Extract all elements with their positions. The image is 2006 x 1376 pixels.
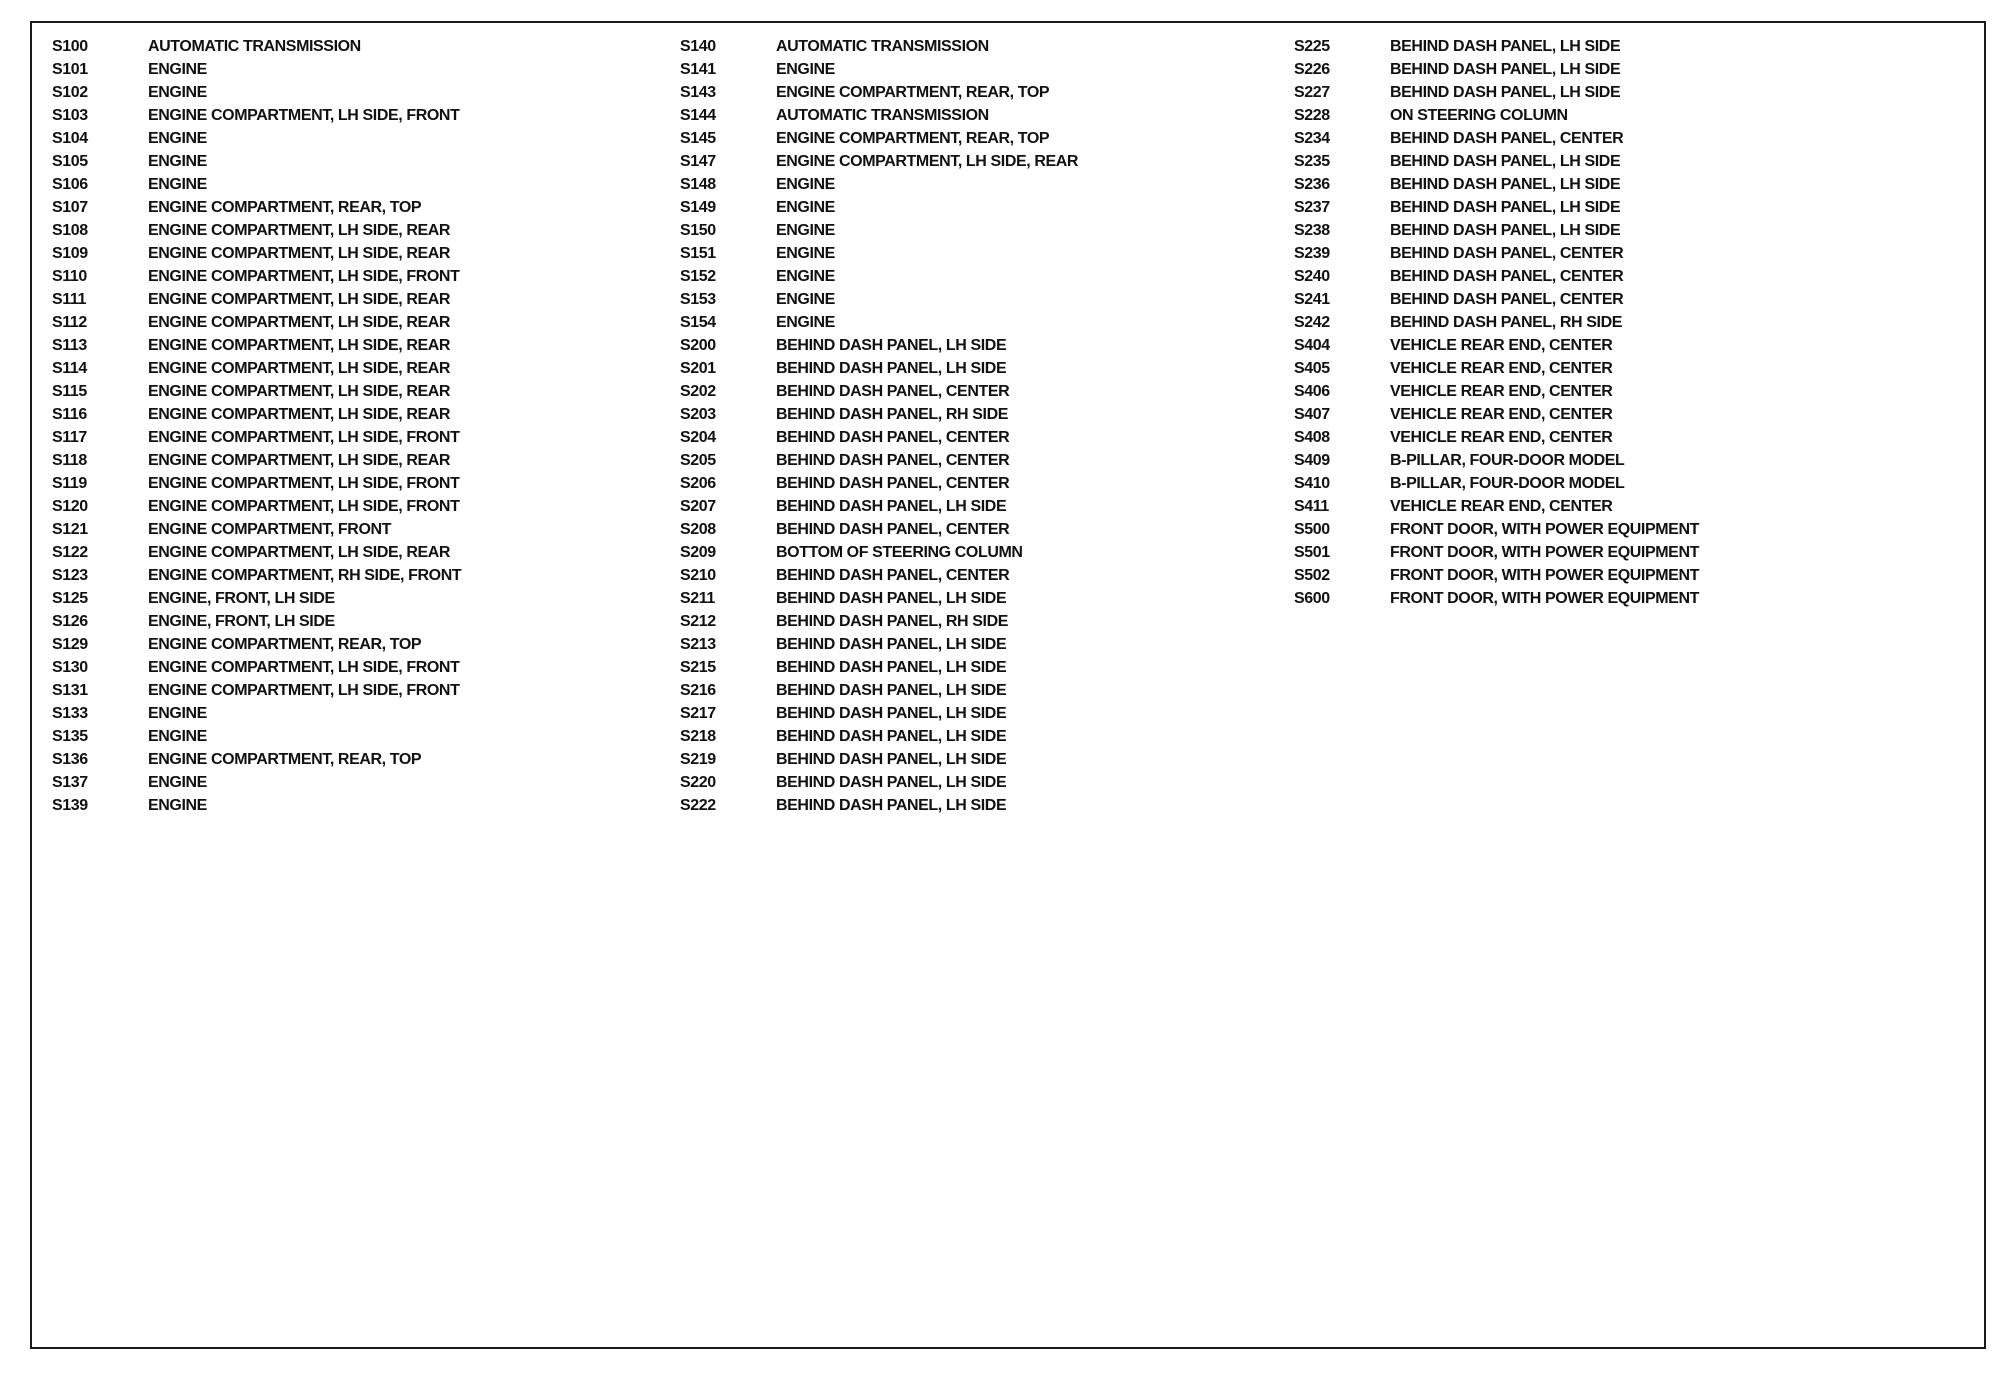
splice-code: S105 — [52, 153, 88, 170]
splice-code: S144 — [680, 107, 716, 124]
table-row — [52, 173, 461, 196]
splice-code: S240 — [1294, 268, 1330, 285]
table-row — [52, 127, 461, 150]
splice-code: S133 — [52, 705, 88, 722]
splice-location: ENGINE — [148, 705, 207, 722]
splice-code: S228 — [1294, 107, 1330, 124]
splice-location: ENGINE COMPARTMENT, REAR, TOP — [776, 84, 1050, 101]
splice-location: BEHIND DASH PANEL, LH SIDE — [776, 360, 1007, 377]
splice-code: S135 — [52, 728, 88, 745]
splice-location: B-PILLAR, FOUR-DOOR MODEL — [1390, 452, 1625, 469]
splice-code: S113 — [52, 337, 87, 354]
splice-code: S203 — [680, 406, 716, 423]
splice-location: BEHIND DASH PANEL, CENTER — [1390, 268, 1624, 285]
table-row — [52, 265, 461, 288]
table-row — [1294, 242, 1699, 265]
table-row — [52, 449, 461, 472]
splice-code: S125 — [52, 590, 88, 607]
splice-code: S204 — [680, 429, 716, 446]
splice-location: BEHIND DASH PANEL, LH SIDE — [776, 774, 1007, 791]
table-row — [680, 725, 1078, 748]
splice-location: FRONT DOOR, WITH POWER EQUIPMENT — [1390, 521, 1699, 538]
table-row — [52, 58, 461, 81]
splice-location: AUTOMATIC TRANSMISSION — [148, 38, 361, 55]
splice-location: BEHIND DASH PANEL, RH SIDE — [1390, 314, 1622, 331]
splice-location: BEHIND DASH PANEL, LH SIDE — [776, 337, 1007, 354]
table-row — [680, 702, 1078, 725]
table-row — [52, 334, 461, 357]
splice-location: VEHICLE REAR END, CENTER — [1390, 383, 1613, 400]
table-row — [680, 610, 1078, 633]
splice-code: S108 — [52, 222, 88, 239]
table-row — [680, 357, 1078, 380]
splice-location: BEHIND DASH PANEL, CENTER — [776, 452, 1010, 469]
splice-code: S118 — [52, 452, 87, 469]
table-row — [52, 219, 461, 242]
splice-location: BEHIND DASH PANEL, LH SIDE — [1390, 153, 1621, 170]
splice-location: FRONT DOOR, WITH POWER EQUIPMENT — [1390, 544, 1699, 561]
splice-code: S227 — [1294, 84, 1330, 101]
splice-location: ENGINE COMPARTMENT, LH SIDE, FRONT — [148, 107, 460, 124]
splice-location: BEHIND DASH PANEL, LH SIDE — [1390, 38, 1621, 55]
table-row — [680, 472, 1078, 495]
splice-code: S104 — [52, 130, 88, 147]
splice-location: ENGINE — [148, 176, 207, 193]
table-row — [1294, 173, 1699, 196]
table-row — [680, 311, 1078, 334]
table-row — [680, 495, 1078, 518]
splice-code: S114 — [52, 360, 87, 377]
table-row — [52, 150, 461, 173]
table-row — [680, 633, 1078, 656]
table-row — [52, 610, 461, 633]
splice-location: BEHIND DASH PANEL, LH SIDE — [776, 728, 1007, 745]
splice-location: BEHIND DASH PANEL, CENTER — [1390, 245, 1624, 262]
table-row — [680, 794, 1078, 817]
splice-code: S408 — [1294, 429, 1330, 446]
table-row — [52, 311, 461, 334]
table-row — [52, 748, 461, 771]
table-row — [52, 725, 461, 748]
table-row — [1294, 81, 1699, 104]
splice-code: S238 — [1294, 222, 1330, 239]
splice-location: BEHIND DASH PANEL, CENTER — [1390, 291, 1624, 308]
splice-location: BEHIND DASH PANEL, LH SIDE — [1390, 84, 1621, 101]
splice-location: ENGINE COMPARTMENT, LH SIDE, REAR — [148, 383, 451, 400]
splice-code: S219 — [680, 751, 716, 768]
splice-location: VEHICLE REAR END, CENTER — [1390, 360, 1613, 377]
table-row — [52, 794, 461, 817]
table-row — [52, 81, 461, 104]
splice-location: ENGINE — [776, 291, 835, 308]
table-row — [680, 242, 1078, 265]
table-row — [1294, 472, 1699, 495]
splice-location: BEHIND DASH PANEL, LH SIDE — [776, 659, 1007, 676]
splice-location: VEHICLE REAR END, CENTER — [1390, 498, 1613, 515]
splice-location: BEHIND DASH PANEL, LH SIDE — [776, 498, 1007, 515]
splice-code: S237 — [1294, 199, 1330, 216]
splice-code: S103 — [52, 107, 88, 124]
splice-code: S141 — [680, 61, 716, 78]
table-row — [680, 58, 1078, 81]
splice-code: S116 — [52, 406, 87, 423]
splice-code: S216 — [680, 682, 716, 699]
splice-location: ENGINE COMPARTMENT, LH SIDE, REAR — [776, 153, 1079, 170]
splice-code: S148 — [680, 176, 716, 193]
splice-location: ENGINE — [776, 314, 835, 331]
splice-code: S201 — [680, 360, 716, 377]
splice-location: ENGINE COMPARTMENT, LH SIDE, REAR — [148, 222, 451, 239]
splice-location: AUTOMATIC TRANSMISSION — [776, 38, 989, 55]
splice-location: ENGINE COMPARTMENT, LH SIDE, REAR — [148, 337, 451, 354]
splice-code: S117 — [52, 429, 87, 446]
splice-location-table — [30, 21, 1986, 1349]
splice-code: S129 — [52, 636, 88, 653]
splice-location: ENGINE — [776, 268, 835, 285]
splice-location: ENGINE — [148, 728, 207, 745]
splice-code: S502 — [1294, 567, 1330, 584]
splice-code: S220 — [680, 774, 716, 791]
splice-location: ENGINE — [776, 176, 835, 193]
table-row — [680, 541, 1078, 564]
splice-code: S102 — [52, 84, 88, 101]
splice-location: AUTOMATIC TRANSMISSION — [776, 107, 989, 124]
splice-code: S234 — [1294, 130, 1330, 147]
splice-location: ENGINE — [148, 130, 207, 147]
table-row — [52, 771, 461, 794]
splice-code: S130 — [52, 659, 88, 676]
splice-location: ENGINE — [776, 61, 835, 78]
splice-code: S205 — [680, 452, 716, 469]
table-row — [52, 426, 461, 449]
splice-location: B-PILLAR, FOUR-DOOR MODEL — [1390, 475, 1625, 492]
splice-location: ENGINE COMPARTMENT, LH SIDE, FRONT — [148, 682, 460, 699]
splice-code: S225 — [1294, 38, 1330, 55]
splice-location: ENGINE COMPARTMENT, LH SIDE, REAR — [148, 544, 451, 561]
table-row — [680, 587, 1078, 610]
table-row — [1294, 403, 1699, 426]
splice-code: S404 — [1294, 337, 1330, 354]
table-row — [52, 587, 461, 610]
splice-location: BEHIND DASH PANEL, RH SIDE — [776, 406, 1008, 423]
splice-location: ENGINE COMPARTMENT, LH SIDE, REAR — [148, 314, 451, 331]
splice-location: VEHICLE REAR END, CENTER — [1390, 337, 1613, 354]
splice-code: S211 — [680, 590, 715, 607]
splice-code: S215 — [680, 659, 716, 676]
table-row — [680, 35, 1078, 58]
table-row — [680, 81, 1078, 104]
table-row — [680, 771, 1078, 794]
table-row — [1294, 311, 1699, 334]
splice-location: ENGINE — [148, 797, 207, 814]
splice-code: S406 — [1294, 383, 1330, 400]
splice-code: S112 — [52, 314, 87, 331]
splice-code: S131 — [52, 682, 88, 699]
table-row — [1294, 127, 1699, 150]
splice-location: ENGINE COMPARTMENT, REAR, TOP — [148, 751, 422, 768]
splice-code: S208 — [680, 521, 716, 538]
splice-code: S145 — [680, 130, 716, 147]
splice-location: ENGINE, FRONT, LH SIDE — [148, 590, 335, 607]
table-row — [680, 219, 1078, 242]
splice-location: BEHIND DASH PANEL, CENTER — [776, 475, 1010, 492]
table-row — [52, 104, 461, 127]
table-row — [52, 472, 461, 495]
splice-code: S122 — [52, 544, 88, 561]
splice-location: ENGINE — [776, 245, 835, 262]
table-column-3 — [1294, 35, 1699, 610]
splice-code: S235 — [1294, 153, 1330, 170]
table-row — [1294, 564, 1699, 587]
table-column-2 — [680, 35, 1078, 817]
table-row — [680, 679, 1078, 702]
splice-code: S242 — [1294, 314, 1330, 331]
table-row — [1294, 449, 1699, 472]
table-row — [1294, 219, 1699, 242]
splice-location: ENGINE — [776, 199, 835, 216]
splice-code: S153 — [680, 291, 716, 308]
splice-code: S136 — [52, 751, 88, 768]
splice-location: FRONT DOOR, WITH POWER EQUIPMENT — [1390, 567, 1699, 584]
table-row — [1294, 426, 1699, 449]
splice-location: BEHIND DASH PANEL, CENTER — [776, 383, 1010, 400]
splice-code: S140 — [680, 38, 716, 55]
table-row — [680, 288, 1078, 311]
table-row — [1294, 35, 1699, 58]
splice-code: S217 — [680, 705, 716, 722]
splice-location: BEHIND DASH PANEL, LH SIDE — [1390, 199, 1621, 216]
table-column-1 — [52, 35, 461, 817]
splice-code: S101 — [52, 61, 88, 78]
splice-code: S119 — [52, 475, 87, 492]
table-row — [52, 702, 461, 725]
splice-location: ENGINE COMPARTMENT, LH SIDE, FRONT — [148, 498, 460, 515]
splice-code: S143 — [680, 84, 716, 101]
splice-location: ON STEERING COLUMN — [1390, 107, 1568, 124]
splice-code: S222 — [680, 797, 716, 814]
splice-location: ENGINE — [148, 84, 207, 101]
table-row — [680, 127, 1078, 150]
table-row — [680, 173, 1078, 196]
splice-code: S109 — [52, 245, 88, 262]
splice-location: ENGINE COMPARTMENT, LH SIDE, REAR — [148, 406, 451, 423]
table-row — [680, 518, 1078, 541]
table-row — [680, 380, 1078, 403]
splice-code: S121 — [52, 521, 88, 538]
splice-code: S210 — [680, 567, 716, 584]
table-row — [1294, 357, 1699, 380]
table-row — [1294, 587, 1699, 610]
splice-code: S100 — [52, 38, 88, 55]
splice-location: VEHICLE REAR END, CENTER — [1390, 429, 1613, 446]
splice-location: ENGINE COMPARTMENT, REAR, TOP — [148, 636, 422, 653]
splice-code: S107 — [52, 199, 88, 216]
splice-location: ENGINE COMPARTMENT, LH SIDE, REAR — [148, 452, 451, 469]
splice-location: ENGINE COMPARTMENT, LH SIDE, REAR — [148, 245, 451, 262]
table-row — [52, 288, 461, 311]
splice-code: S151 — [680, 245, 716, 262]
table-row — [52, 633, 461, 656]
splice-code: S120 — [52, 498, 88, 515]
table-row — [1294, 380, 1699, 403]
table-row — [52, 518, 461, 541]
table-row — [52, 242, 461, 265]
splice-code: S209 — [680, 544, 716, 561]
splice-location: ENGINE — [148, 61, 207, 78]
table-row — [680, 334, 1078, 357]
table-row — [680, 564, 1078, 587]
splice-location: ENGINE COMPARTMENT, FRONT — [148, 521, 392, 538]
splice-location: BEHIND DASH PANEL, LH SIDE — [1390, 222, 1621, 239]
table-row — [680, 196, 1078, 219]
splice-code: S411 — [1294, 498, 1329, 515]
splice-code: S241 — [1294, 291, 1330, 308]
splice-location: BEHIND DASH PANEL, LH SIDE — [776, 682, 1007, 699]
table-row — [1294, 334, 1699, 357]
table-row — [680, 265, 1078, 288]
splice-location: BEHIND DASH PANEL, CENTER — [776, 521, 1010, 538]
splice-code: S213 — [680, 636, 716, 653]
splice-code: S410 — [1294, 475, 1330, 492]
splice-location: BEHIND DASH PANEL, CENTER — [1390, 130, 1624, 147]
splice-code: S407 — [1294, 406, 1330, 423]
table-row — [680, 150, 1078, 173]
splice-location: BEHIND DASH PANEL, LH SIDE — [776, 590, 1007, 607]
splice-code: S126 — [52, 613, 88, 630]
table-row — [52, 541, 461, 564]
splice-location: FRONT DOOR, WITH POWER EQUIPMENT — [1390, 590, 1699, 607]
splice-code: S239 — [1294, 245, 1330, 262]
splice-code: S149 — [680, 199, 716, 216]
table-row — [52, 196, 461, 219]
splice-location: ENGINE COMPARTMENT, LH SIDE, FRONT — [148, 268, 460, 285]
splice-location: ENGINE COMPARTMENT, RH SIDE, FRONT — [148, 567, 462, 584]
splice-location: BEHIND DASH PANEL, LH SIDE — [1390, 176, 1621, 193]
splice-location: ENGINE — [148, 774, 207, 791]
table-row — [1294, 288, 1699, 311]
table-row — [52, 35, 461, 58]
table-row — [52, 656, 461, 679]
splice-code: S106 — [52, 176, 88, 193]
splice-location: BEHIND DASH PANEL, LH SIDE — [776, 797, 1007, 814]
splice-location: ENGINE COMPARTMENT, LH SIDE, FRONT — [148, 429, 460, 446]
table-row — [52, 357, 461, 380]
splice-location: BEHIND DASH PANEL, CENTER — [776, 429, 1010, 446]
splice-location: ENGINE COMPARTMENT, LH SIDE, FRONT — [148, 475, 460, 492]
splice-code: S236 — [1294, 176, 1330, 193]
splice-location: BEHIND DASH PANEL, LH SIDE — [776, 751, 1007, 768]
table-row — [1294, 495, 1699, 518]
splice-code: S206 — [680, 475, 716, 492]
splice-location: BEHIND DASH PANEL, CENTER — [776, 567, 1010, 584]
table-row — [680, 748, 1078, 771]
table-row — [52, 380, 461, 403]
splice-location: BEHIND DASH PANEL, LH SIDE — [1390, 61, 1621, 78]
table-row — [1294, 196, 1699, 219]
splice-code: S147 — [680, 153, 716, 170]
splice-location: ENGINE COMPARTMENT, LH SIDE, REAR — [148, 360, 451, 377]
splice-code: S226 — [1294, 61, 1330, 78]
table-row — [1294, 265, 1699, 288]
splice-code: S600 — [1294, 590, 1330, 607]
table-row — [52, 564, 461, 587]
splice-location: BOTTOM OF STEERING COLUMN — [776, 544, 1023, 561]
table-row — [52, 495, 461, 518]
splice-location: ENGINE — [148, 153, 207, 170]
splice-code: S139 — [52, 797, 88, 814]
splice-code: S501 — [1294, 544, 1330, 561]
splice-location: VEHICLE REAR END, CENTER — [1390, 406, 1613, 423]
splice-code: S200 — [680, 337, 716, 354]
splice-code: S202 — [680, 383, 716, 400]
table-row — [1294, 541, 1699, 564]
splice-location: ENGINE COMPARTMENT, LH SIDE, FRONT — [148, 659, 460, 676]
splice-code: S405 — [1294, 360, 1330, 377]
splice-code: S110 — [52, 268, 87, 285]
splice-code: S500 — [1294, 521, 1330, 538]
splice-code: S115 — [52, 383, 87, 400]
splice-location: ENGINE, FRONT, LH SIDE — [148, 613, 335, 630]
splice-code: S150 — [680, 222, 716, 239]
splice-location: ENGINE — [776, 222, 835, 239]
splice-code: S154 — [680, 314, 716, 331]
table-row — [1294, 58, 1699, 81]
table-row — [680, 449, 1078, 472]
splice-code: S152 — [680, 268, 716, 285]
table-row — [52, 403, 461, 426]
splice-code: S218 — [680, 728, 716, 745]
splice-location: BEHIND DASH PANEL, LH SIDE — [776, 636, 1007, 653]
table-row — [1294, 104, 1699, 127]
table-row — [1294, 150, 1699, 173]
splice-code: S212 — [680, 613, 716, 630]
splice-code: S207 — [680, 498, 716, 515]
splice-location: ENGINE COMPARTMENT, LH SIDE, REAR — [148, 291, 451, 308]
splice-code: S137 — [52, 774, 88, 791]
splice-code: S111 — [52, 291, 87, 308]
table-row — [1294, 518, 1699, 541]
splice-location: ENGINE COMPARTMENT, REAR, TOP — [148, 199, 422, 216]
table-row — [680, 403, 1078, 426]
splice-code: S409 — [1294, 452, 1330, 469]
splice-code: S123 — [52, 567, 88, 584]
table-row — [680, 426, 1078, 449]
table-row — [680, 104, 1078, 127]
splice-location: BEHIND DASH PANEL, RH SIDE — [776, 613, 1008, 630]
table-row — [680, 656, 1078, 679]
splice-location: BEHIND DASH PANEL, LH SIDE — [776, 705, 1007, 722]
table-row — [52, 679, 461, 702]
splice-location: ENGINE COMPARTMENT, REAR, TOP — [776, 130, 1050, 147]
